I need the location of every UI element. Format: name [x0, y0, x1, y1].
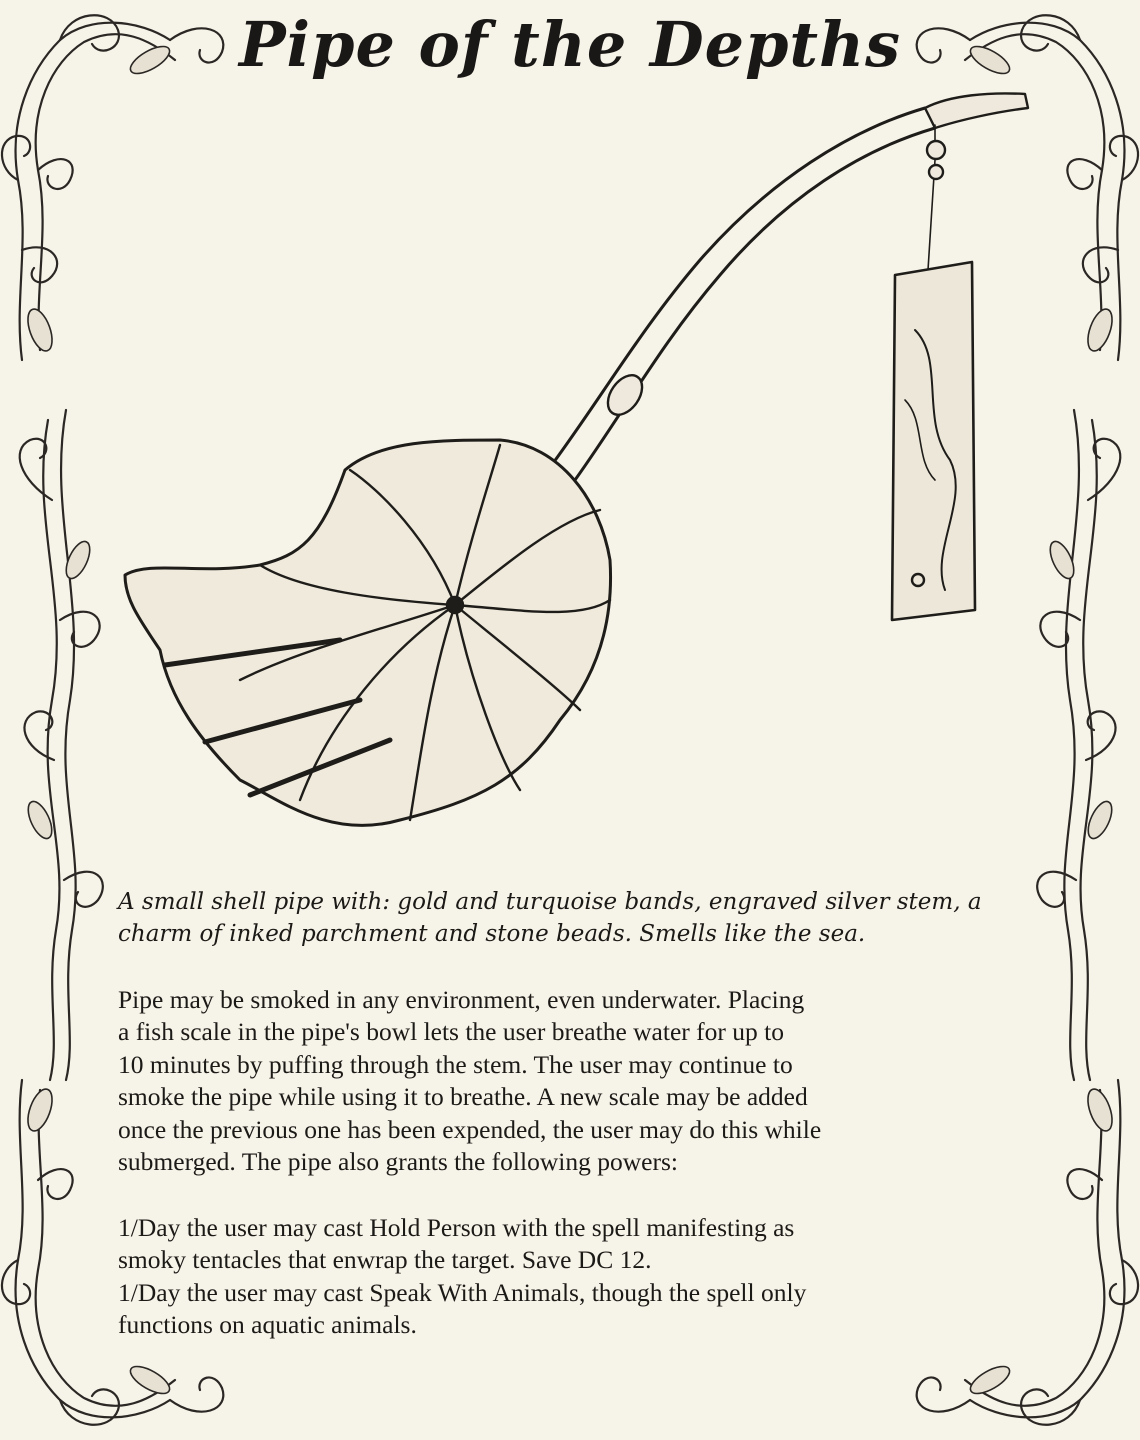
effect-paragraph: Pipe may be smoked in any environment, even underwater. Placing a fish scale in the pipe's bowl lets the user breathe water for up to 10 minutes by puffing through the stem. The user may continue to smoke the pipe while using it to breathe. A new scale may be added once the previous one has been expended, the user may do this while submerged. The pipe also grants the following powers: — [118, 985, 822, 1177]
powers-paragraph: 1/Day the user may cast Hold Person with the spell manifesting as smoky tentacles that enwrap the target. Save DC 12. 1/Day the user may cast Speak With Animals, though the spell only functions on aquatic animals. — [118, 1213, 807, 1340]
item-description: A small shell pipe with: gold and turquoise bands, engraved silver stem, a charm of inked parchment and stone beads. Smells like the sea. — [118, 889, 982, 947]
page-title: Pipe of the Depths — [238, 8, 902, 81]
